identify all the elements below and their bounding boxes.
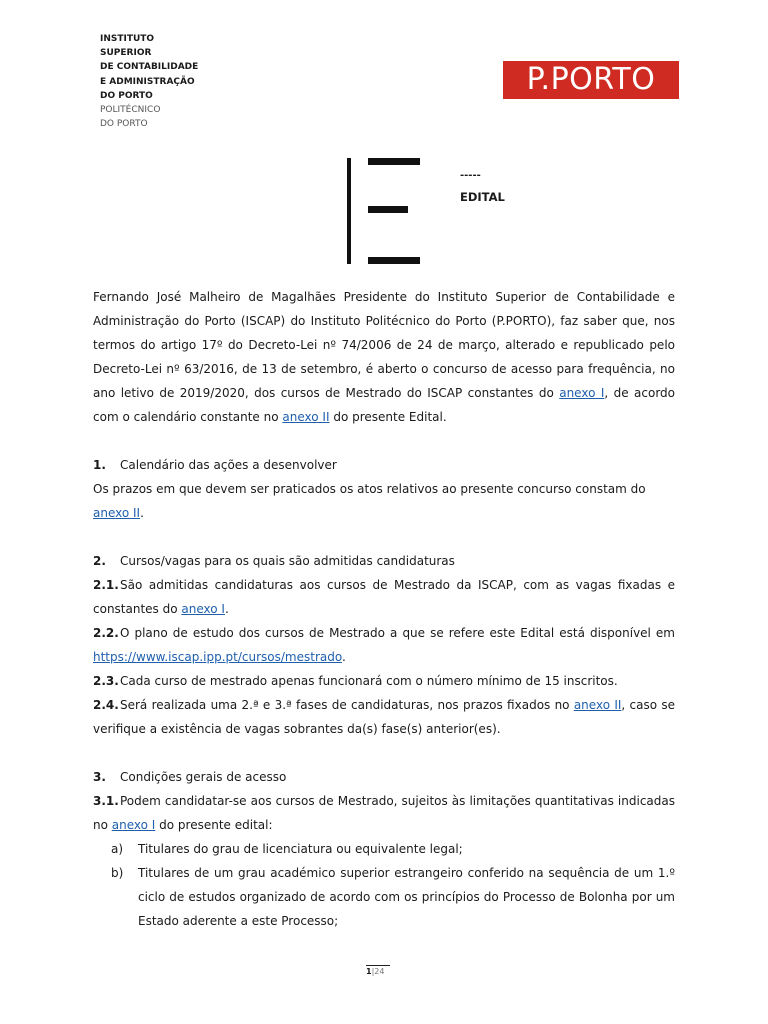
institution-line: DO PORTO [100, 90, 153, 101]
anexo-ii-link[interactable]: anexo II [282, 410, 330, 424]
intro-paragraph: Fernando José Malheiro de Magalhães Presidente do Instituto Superior de Contabilidade e Administração do Porto (ISCAP) do Instituto Politécnico do Porto (P.PORTO), faz saber que, nos termos do artigo 17º do Decreto-Lei nº 74/2006 de 24 de março, alterado e republicado pelo Decreto-Lei nº 63/2016, de 13 de setembro, é aberto o concurso de acesso para frequência, no ano letivo de 2019/2020, dos cursos de Mestrado do ISCAP constantes do anexo I, de acordo com o calendário constante no anexo II do presente Edital. [93, 290, 676, 424]
paragraph-3-1: 3.1.Podem candidatar-se aos cursos de Mestrado, sujeitos às limitações quantitativas indicadas no anexo I do presente edital: [93, 794, 675, 832]
institution-line: SUPERIOR [100, 48, 152, 59]
section-1-heading: 1. Calendário das ações a desenvolver [93, 458, 337, 472]
mestrado-url-link[interactable]: https://www.iscap.ipp.pt/cursos/mestrado [93, 650, 342, 664]
paragraph-2-4: 2.4.Será realizada uma 2.ª e 3.ª fases de candidaturas, nos prazos fixados no anexo II, caso se verifique a existência de vagas sobrantes da(s) fase(s) anterior(es). [93, 698, 675, 736]
institution-subline: DO PORTO [100, 119, 148, 130]
document-title: EDITAL [460, 190, 505, 204]
page-number: 1|24 [366, 967, 385, 976]
footer-divider [366, 965, 390, 966]
anexo-i-link[interactable]: anexo I [111, 818, 156, 832]
anexo-i-link[interactable]: anexo I [181, 602, 225, 616]
section-1-text: Os prazos em que devem ser praticados os atos relativos ao presente concurso constam do anexo II. [93, 482, 646, 520]
institution-line: DE CONTABILIDADE [100, 62, 199, 73]
conditions-list [93, 837, 675, 933]
pporto-logo: P.PORTO [503, 61, 679, 99]
anexo-ii-link[interactable]: anexo II [573, 698, 622, 712]
paragraph-2-1: 2.1.São admitidas candidaturas aos cursos de Mestrado da ISCAP, com as vagas fixadas e constantes do anexo I. [93, 578, 675, 616]
institution-subline: POLITÉCNICO [100, 105, 161, 116]
paragraph-2-3: 2.3.Cada curso de mestrado apenas funcionará com o número mínimo de 15 inscritos. [93, 674, 618, 688]
institution-name [100, 32, 198, 131]
institution-line: INSTITUTO [100, 34, 155, 44]
section-2-heading: 2. Cursos/vagas para os quais são admitidas candidaturas [93, 554, 455, 568]
list-item: a) Titulares do grau de licenciatura ou equivalente legal; [111, 842, 463, 856]
document-body [93, 285, 675, 933]
title-dashes: ----- [460, 170, 481, 181]
anexo-ii-link[interactable]: anexo II [93, 506, 141, 520]
institution-line: E ADMINISTRAÇÃO [100, 76, 195, 87]
anexo-i-link[interactable]: anexo I [559, 386, 605, 400]
section-3-heading: 3. Condições gerais de acesso [93, 770, 287, 784]
list-item: b) Titulares de um grau académico superior estrangeiro conferido na sequência de um 1.º ciclo de estudos organizado de acordo com os princípios do Processo de Bolonha por um Estado aderente a este Processo; [111, 866, 675, 928]
paragraph-2-2: 2.2.O plano de estudo dos cursos de Mestrado a que se refere este Edital está disponível em https://www.iscap.ipp.pt/cursos/mestrado. [93, 626, 675, 664]
